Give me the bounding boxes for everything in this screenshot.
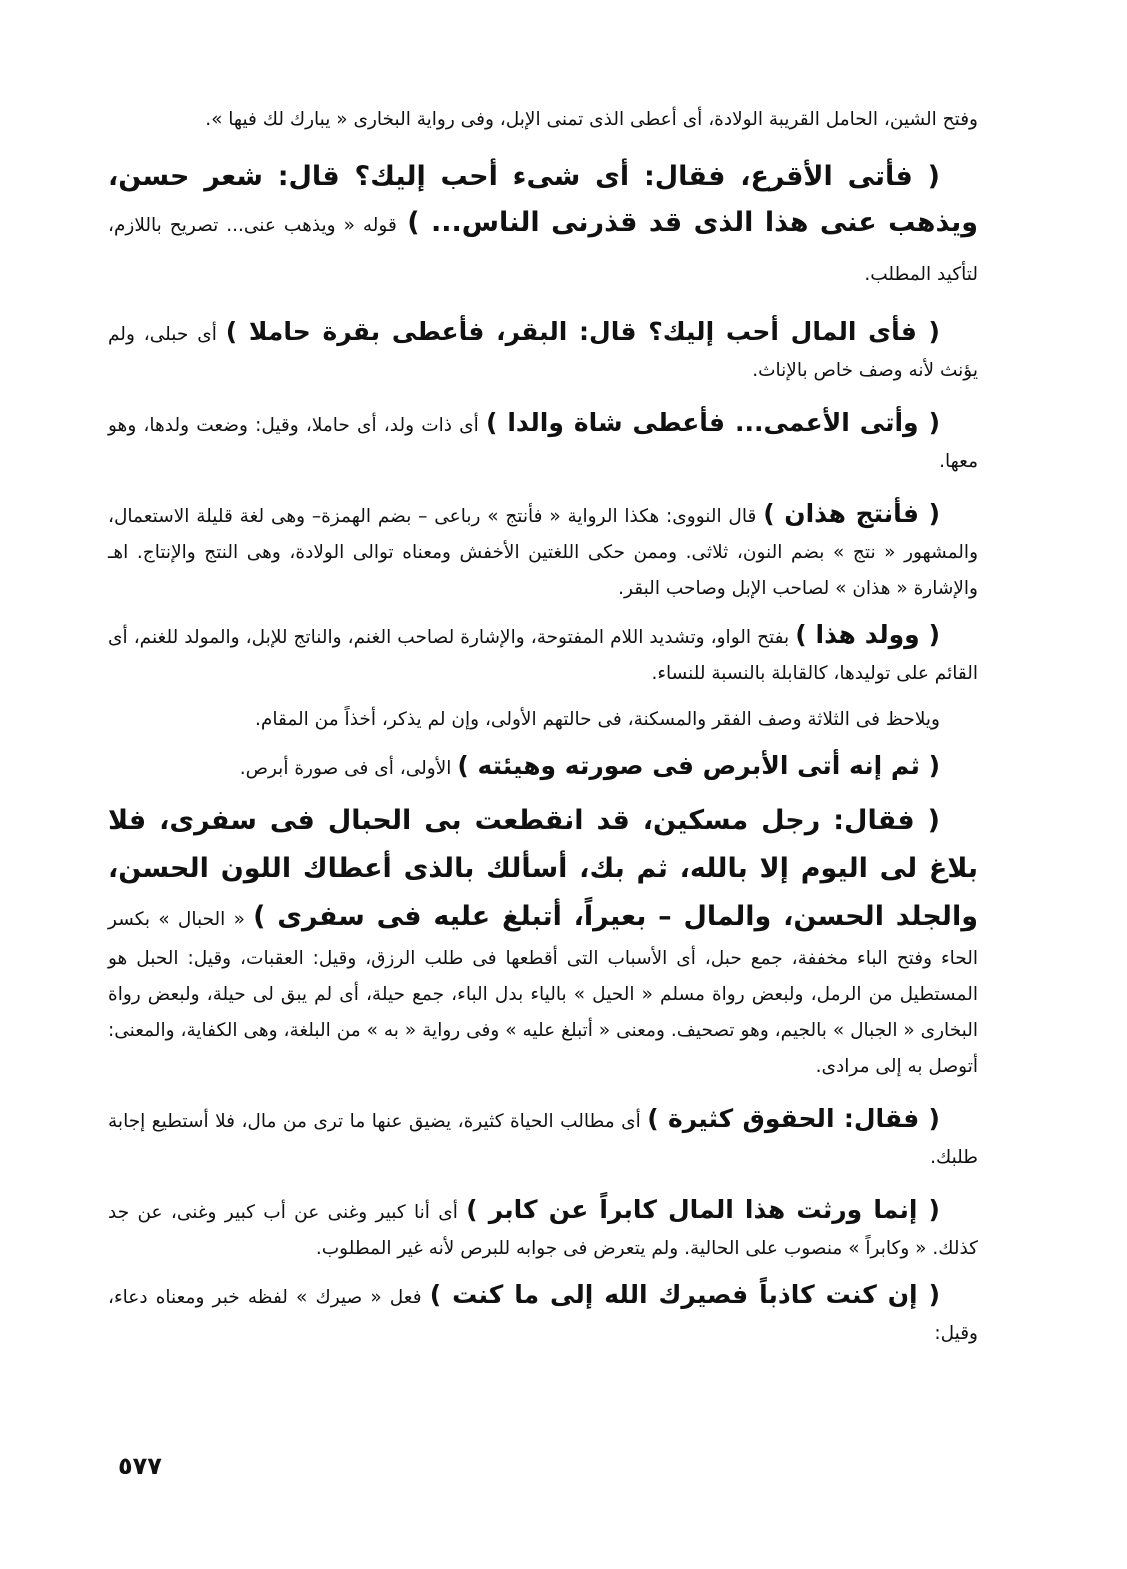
paragraph-6 bbox=[108, 617, 978, 692]
paragraph-9-text: « الحبال » بكسر الحاء وفتح الباء مخففة، جمع حبل، أى الأسباب التى أقطعها فى طلب الرزق، وقيل: العقبات، وقيل: الحبل هو المستطيل من الرمل، ولبعض رواة مسلم « الحيل » بالياء بدل الباء، جمع حيلة، أى لم يبق لى حيلة، ولبعض رواة البخارى « الجبال » بالجيم، وهو تصحيف. ومعنى « أتبلغ عليه » وفى رواية « به » من البلغة، وهى الكفاية، والمعنى: أتوصل به إلى مرادى. bbox=[108, 909, 978, 1077]
paragraph-3 bbox=[108, 314, 978, 389]
page-number: ٥٧٧ bbox=[118, 1452, 162, 1480]
paragraph-5 bbox=[108, 496, 978, 607]
paragraph-1 bbox=[108, 102, 978, 138]
paragraph-7 bbox=[108, 702, 978, 738]
paragraph-11-quote: ( إنما ورثت هذا المال كابراً عن كابر ) bbox=[466, 1195, 940, 1224]
paragraph-10-quote: ( فقال: الحقوق كثيرة ) bbox=[647, 1104, 940, 1133]
paragraph-8-text: الأولى، أى فى صورة أبرص. bbox=[239, 758, 452, 779]
paragraph-4-quote: ( وأتى الأعمى... فأعطى شاة والدا ) bbox=[485, 408, 941, 437]
paragraph-9-quote: ( فقال: رجل مسكين، قد انقطعت بى الحبال فى سفرى، فلا بلاغ لى اليوم إلا بالله، ثم بك، أسألك بالذى أعطاك اللون الحسن، والجلد الحسن، والمال – بعيراً، أتبلغ عليه فى سفرى ) bbox=[108, 805, 978, 932]
paragraph-5-quote: ( فأنتج هذان ) bbox=[763, 499, 941, 528]
paragraph-4 bbox=[108, 405, 978, 480]
paragraph-5-text: قال النووى: هكذا الرواية « فأنتج » رباعى – بضم الهمزة– وهى لغة قليلة الاستعمال، والمشهور « نتج » بضم النون، ثلاثى. وممن حكى اللغتين الأخفش ومعناه توالى الولادة، وهى النتج والإنتاج. اهـ والإشارة « هذان » لصاحب الإبل وصاحب البقر. bbox=[108, 506, 978, 599]
paragraph-3-quote: ( فأى المال أحب إليك؟ قال: البقر، فأعطى بقرة حاملا ) bbox=[225, 317, 940, 346]
paragraph-6-text: بفتح الواو، وتشديد اللام المفتوحة، والإشارة لصاحب الغنم، والناتج للإبل، والمولد للغنم، أى القائم على توليدها، كالقابلة بالنسبة للنساء. bbox=[108, 627, 978, 684]
paragraph-1-text: وفتح الشين، الحامل القريبة الولادة، أى أعطى الذى تمنى الإبل، وفى رواية البخارى « يبارك لك فيها ». bbox=[205, 109, 978, 130]
paragraph-11-text: أى أنا كبير وغنى عن أب كبير وغنى، عن جد كذلك. « وكابراً » منصوب على الحالية. ولم يتعرض فى جوابه للبرص لأنه غير المطلوب. bbox=[108, 1202, 978, 1259]
paragraph-10-text: أى مطالب الحياة كثيرة، يضيق عنها ما ترى من مال، فلا أستطيع إجابة طلبك. bbox=[108, 1111, 978, 1168]
paragraph-9 bbox=[108, 797, 978, 1085]
paragraph-2-quote: ( فأتى الأقرع، فقال: أى شىء أحب إليك؟ قال: شعر حسن، ويذهب عنى هذا الذى قد قذرنى الناس... ) bbox=[108, 161, 979, 238]
paragraph-2 bbox=[108, 154, 978, 298]
paragraph-12-quote: ( إن كنت كاذباً فصيرك الله إلى ما كنت ) bbox=[429, 1280, 940, 1309]
paragraph-11 bbox=[108, 1192, 978, 1267]
paragraph-7-text: ويلاحظ فى الثلاثة وصف الفقر والمسكنة، فى حالتهم الأولى، وإن لم يذكر، أخذاً من المقام. bbox=[255, 709, 940, 730]
paragraph-10 bbox=[108, 1101, 978, 1176]
paragraph-2-text: قوله « ويذهب عنى... تصريح باللازم، لتأكيد المطلب. bbox=[108, 215, 978, 285]
paragraph-12 bbox=[108, 1277, 978, 1352]
paragraph-4-text: أى ذات ولد، أى حاملا، وقيل: وضعت ولدها، وهو معها. bbox=[108, 415, 978, 472]
paragraph-8-quote: ( ثم إنه أتى الأبرص فى صورته وهيئته ) bbox=[457, 751, 940, 780]
paragraph-6-quote: ( وولد هذا ) bbox=[795, 620, 940, 649]
page-body bbox=[108, 102, 978, 1352]
paragraph-3-text: أى حبلى، ولم يؤنث لأنه وصف خاص بالإناث. bbox=[108, 324, 978, 381]
paragraph-12-text: فعل « صيرك » لفظه خبر ومعناه دعاء، وقيل: bbox=[108, 1287, 978, 1344]
paragraph-8 bbox=[108, 748, 978, 787]
